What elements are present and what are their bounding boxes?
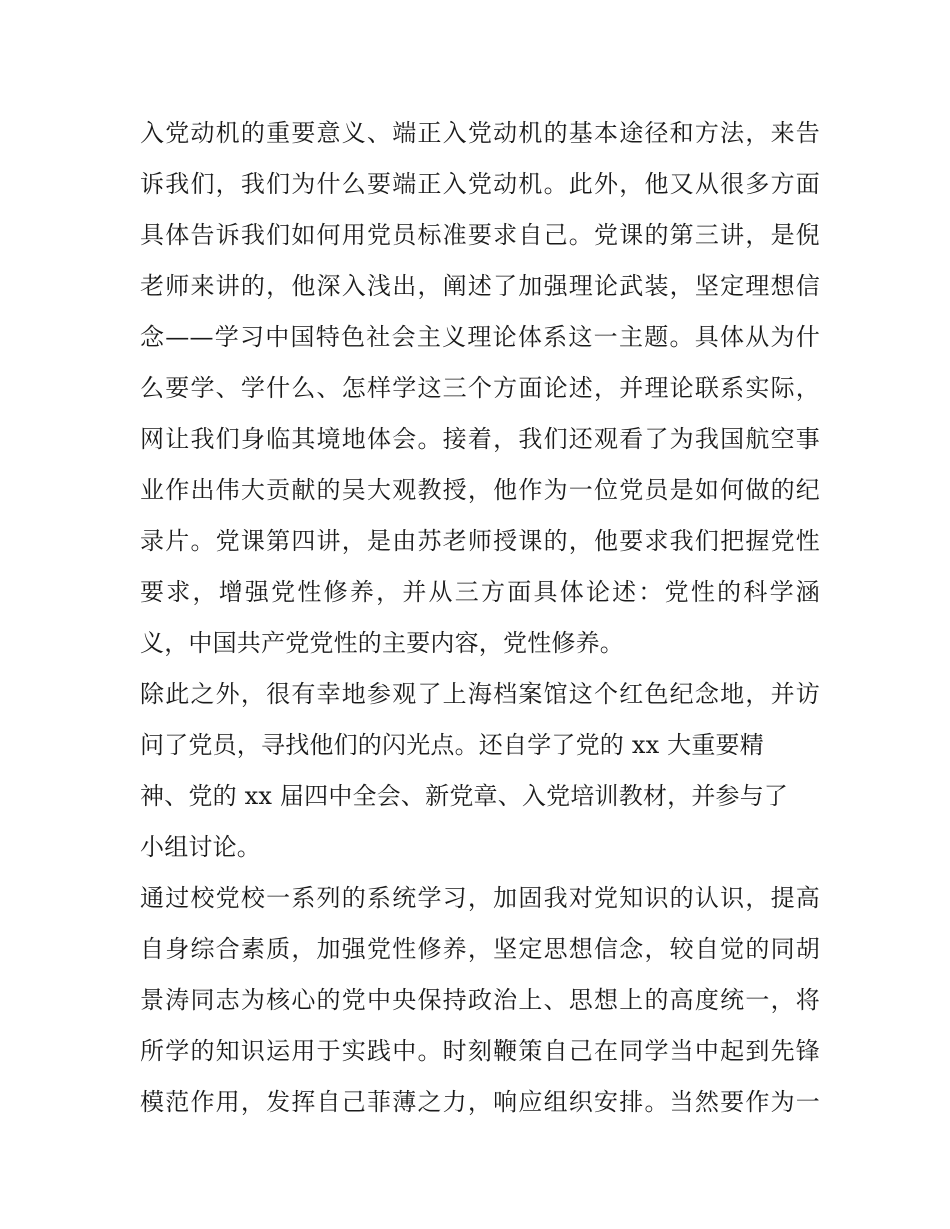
- text-line: 具体告诉我们如何用党员标准要求自己。党课的第三讲，是倪: [140, 221, 820, 249]
- text-line: 要求，增强党性修养，并从三方面具体论述：党性的科学涵: [140, 578, 820, 606]
- text-line: 么要学、学什么、怎样学这三个方面论述，并理论联系实际，: [140, 374, 820, 402]
- paragraph-1: [140, 108, 820, 669]
- text-line: 通过校党校一系列的系统学习，加固我对党知识的认识，提高: [140, 884, 820, 912]
- text-line: 除此之外，很有幸地参观了上海档案馆这个红色纪念地，并访: [140, 680, 820, 708]
- text-line: 自身综合素质，加强党性修养，坚定思想信念，较自觉的同胡: [140, 935, 820, 963]
- document-body: [140, 108, 820, 1128]
- text-line: 诉我们，我们为什么要端正入党动机。此外，他又从很多方面: [140, 170, 820, 198]
- text-line: 所学的知识运用于实践中。时刻鞭策自己在同学当中起到先锋: [140, 1037, 820, 1065]
- text-line: 老师来讲的，他深入浅出，阐述了加强理论武装，坚定理想信: [140, 272, 820, 300]
- text-line: 业作出伟大贡献的吴大观教授，他作为一位党员是如何做的纪: [140, 476, 820, 504]
- text-line: 模范作用，发挥自己菲薄之力，响应组织安排。当然要作为一: [140, 1088, 820, 1116]
- paragraph-2: [140, 669, 820, 873]
- paragraph-3: [140, 873, 820, 1128]
- text-line: 景涛同志为核心的党中央保持政治上、思想上的高度统一，将: [140, 986, 820, 1014]
- text-line: 神、党的 xx 届四中全会、新党章、入党培训教材，并参与了: [140, 782, 789, 810]
- text-line: 小组讨论。: [140, 833, 261, 861]
- text-line: 义，中国共产党党性的主要内容，党性修养。: [140, 629, 624, 657]
- text-line: 问了党员，寻找他们的闪光点。还自学了党的 xx 大重要精: [140, 731, 764, 759]
- text-line: 入党动机的重要意义、端正入党动机的基本途径和方法，来告: [140, 119, 820, 147]
- text-line: 念——学习中国特色社会主义理论体系这一主题。具体从为什: [140, 323, 820, 351]
- text-line: 网让我们身临其境地体会。接着，我们还观看了为我国航空事: [140, 425, 820, 453]
- text-line: 录片。党课第四讲，是由苏老师授课的，他要求我们把握党性: [140, 527, 820, 555]
